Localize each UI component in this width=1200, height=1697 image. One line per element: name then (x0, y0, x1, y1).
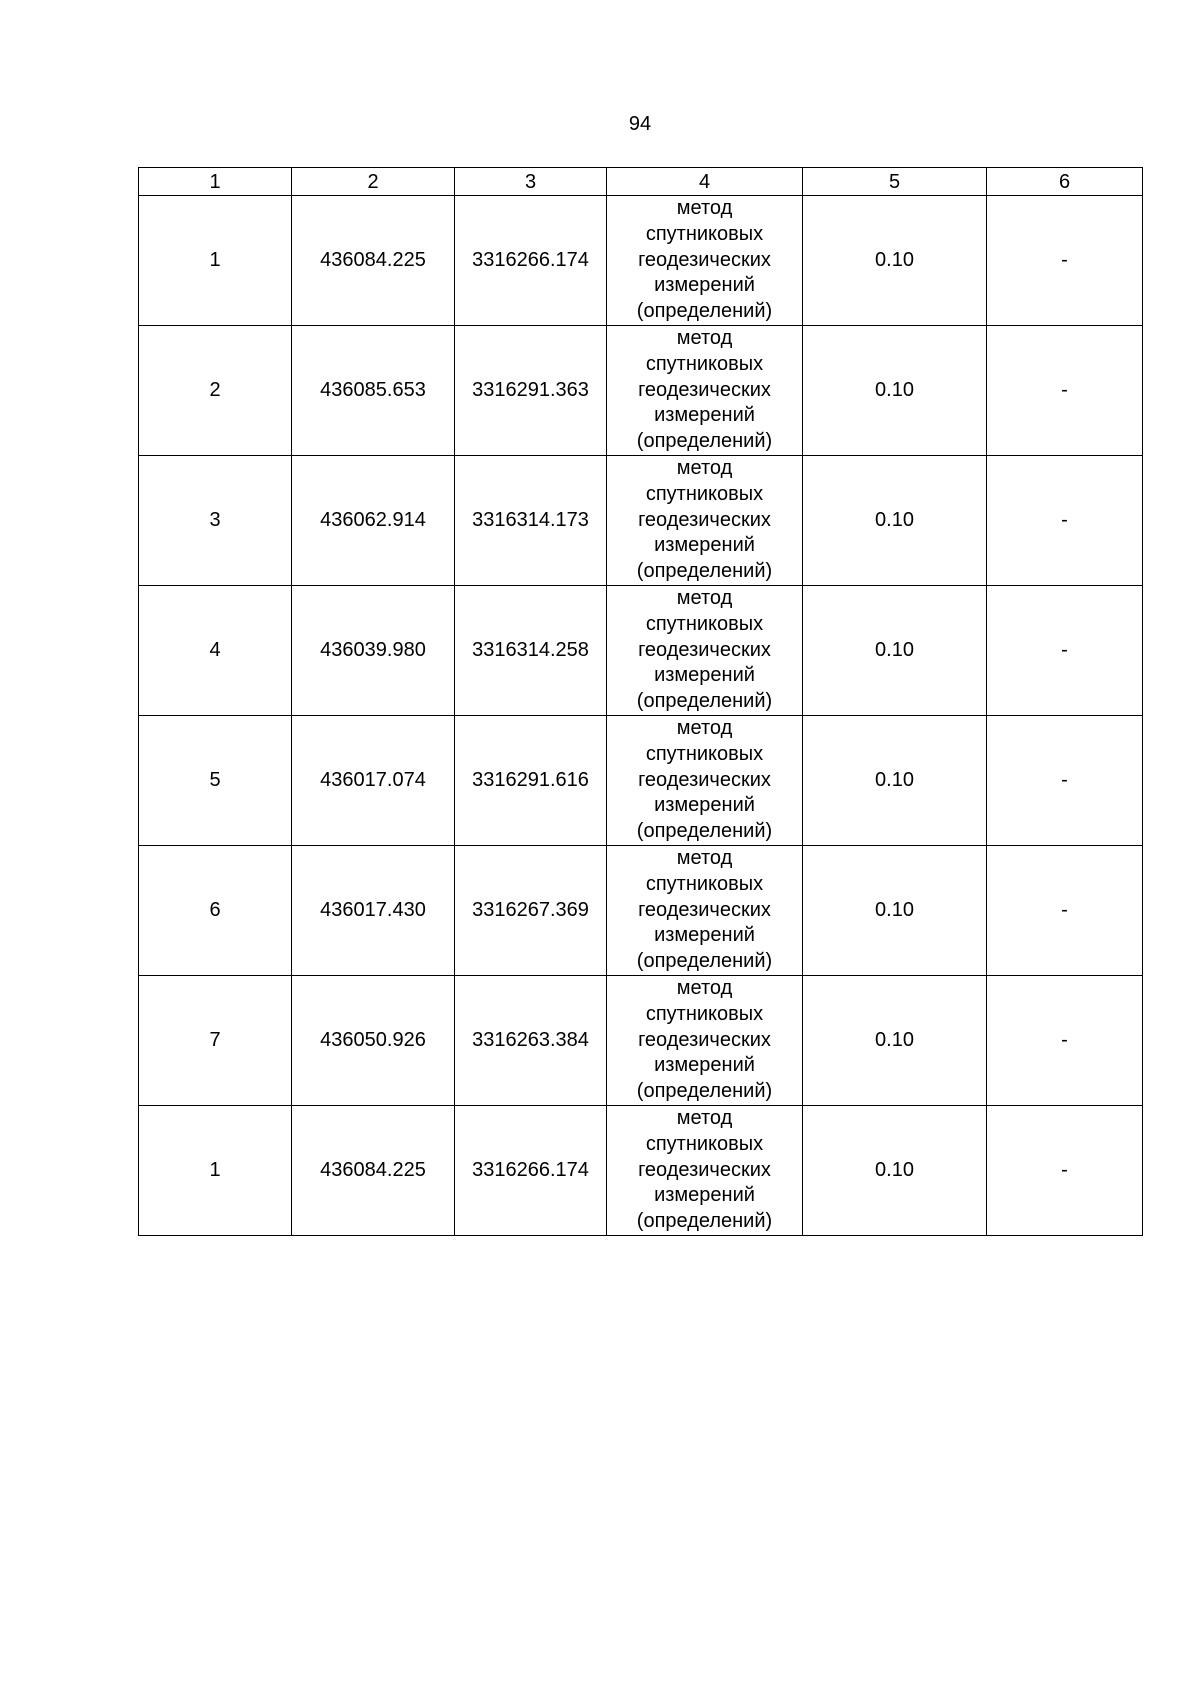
x-coordinate-cell: 436050.926 (292, 976, 455, 1106)
column-header: 3 (455, 168, 607, 196)
note-cell: - (987, 456, 1143, 586)
method-line: метод (676, 1107, 733, 1129)
point-cell: 4 (139, 586, 292, 716)
method-line: метод (676, 197, 733, 219)
method-line: геодезических (638, 1158, 771, 1181)
column-header: 4 (607, 168, 803, 196)
column-header: 2 (292, 168, 455, 196)
method-line: метод (676, 587, 733, 609)
method-line: геодезических (638, 768, 771, 791)
point-cell: 2 (139, 326, 292, 456)
header-row (139, 168, 1143, 196)
point-cell: 5 (139, 716, 292, 846)
x-coordinate-cell: 436017.430 (292, 846, 455, 976)
y-coordinate-cell: 3316291.616 (455, 716, 607, 846)
method-cell (607, 1106, 803, 1236)
method-line: измерений (654, 274, 755, 297)
accuracy-cell: 0.10 (803, 1106, 987, 1236)
method-cell (607, 586, 803, 716)
method-cell (607, 326, 803, 456)
table-row (139, 326, 1143, 456)
table-row (139, 586, 1143, 716)
method-line: геодезических (638, 898, 771, 921)
point-cell: 6 (139, 846, 292, 976)
method-line: измерений (654, 404, 755, 427)
point-cell: 7 (139, 976, 292, 1106)
method-line: метод (676, 847, 733, 869)
method-line: спутниковых (645, 1002, 764, 1025)
method-line: спутниковых (645, 872, 764, 895)
method-line: спутниковых (645, 222, 764, 245)
method-line: (определений) (636, 950, 773, 973)
y-coordinate-cell: 3316266.174 (455, 196, 607, 326)
note-cell: - (987, 1106, 1143, 1236)
point-cell: 1 (139, 196, 292, 326)
y-coordinate-cell: 3316314.258 (455, 586, 607, 716)
method-line: измерений (654, 664, 755, 687)
note-cell: - (987, 846, 1143, 976)
method-line: спутниковых (645, 482, 764, 505)
page-number: 94 (628, 113, 652, 135)
point-cell: 1 (139, 1106, 292, 1236)
method-line: (определений) (636, 690, 773, 713)
method-line: измерений (654, 1054, 755, 1077)
note-cell: - (987, 976, 1143, 1106)
method-line: спутниковых (645, 1132, 764, 1155)
accuracy-cell: 0.10 (803, 846, 987, 976)
note-cell: - (987, 196, 1143, 326)
table-row (139, 976, 1143, 1106)
x-coordinate-cell: 436084.225 (292, 196, 455, 326)
method-line: (определений) (636, 430, 773, 453)
method-line: спутниковых (645, 742, 764, 765)
method-line: (определений) (636, 1210, 773, 1233)
method-line: геодезических (638, 248, 771, 271)
table-row (139, 716, 1143, 846)
y-coordinate-cell: 3316266.174 (455, 1106, 607, 1236)
method-line: геодезических (638, 1028, 771, 1051)
column-header: 6 (987, 168, 1143, 196)
coordinates-table (138, 167, 1143, 1236)
table-row (139, 456, 1143, 586)
table-row (139, 846, 1143, 976)
method-cell (607, 716, 803, 846)
method-line: геодезических (638, 508, 771, 531)
method-cell (607, 846, 803, 976)
method-line: геодезических (638, 638, 771, 661)
method-line: измерений (654, 534, 755, 557)
accuracy-cell: 0.10 (803, 196, 987, 326)
y-coordinate-cell: 3316314.173 (455, 456, 607, 586)
method-line: спутниковых (645, 612, 764, 635)
accuracy-cell: 0.10 (803, 716, 987, 846)
method-line: спутниковых (645, 352, 764, 375)
method-line: геодезических (638, 378, 771, 401)
table-row (139, 196, 1143, 326)
method-line: измерений (654, 924, 755, 947)
method-line: (определений) (636, 1080, 773, 1103)
method-cell (607, 976, 803, 1106)
column-header: 5 (803, 168, 987, 196)
method-cell (607, 456, 803, 586)
y-coordinate-cell: 3316267.369 (455, 846, 607, 976)
note-cell: - (987, 326, 1143, 456)
y-coordinate-cell: 3316291.363 (455, 326, 607, 456)
method-line: метод (676, 717, 733, 739)
accuracy-cell: 0.10 (803, 326, 987, 456)
x-coordinate-cell: 436039.980 (292, 586, 455, 716)
method-line: метод (676, 327, 733, 349)
method-line: (определений) (636, 820, 773, 843)
x-coordinate-cell: 436085.653 (292, 326, 455, 456)
method-line: метод (676, 457, 733, 479)
x-coordinate-cell: 436017.074 (292, 716, 455, 846)
method-line: (определений) (636, 300, 773, 323)
y-coordinate-cell: 3316263.384 (455, 976, 607, 1106)
method-cell (607, 196, 803, 326)
x-coordinate-cell: 436062.914 (292, 456, 455, 586)
accuracy-cell: 0.10 (803, 456, 987, 586)
column-header: 1 (139, 168, 292, 196)
accuracy-cell: 0.10 (803, 976, 987, 1106)
method-line: измерений (654, 794, 755, 817)
table-row (139, 1106, 1143, 1236)
method-line: измерений (654, 1184, 755, 1207)
method-line: метод (676, 977, 733, 999)
point-cell: 3 (139, 456, 292, 586)
method-line: (определений) (636, 560, 773, 583)
x-coordinate-cell: 436084.225 (292, 1106, 455, 1236)
note-cell: - (987, 716, 1143, 846)
note-cell: - (987, 586, 1143, 716)
accuracy-cell: 0.10 (803, 586, 987, 716)
